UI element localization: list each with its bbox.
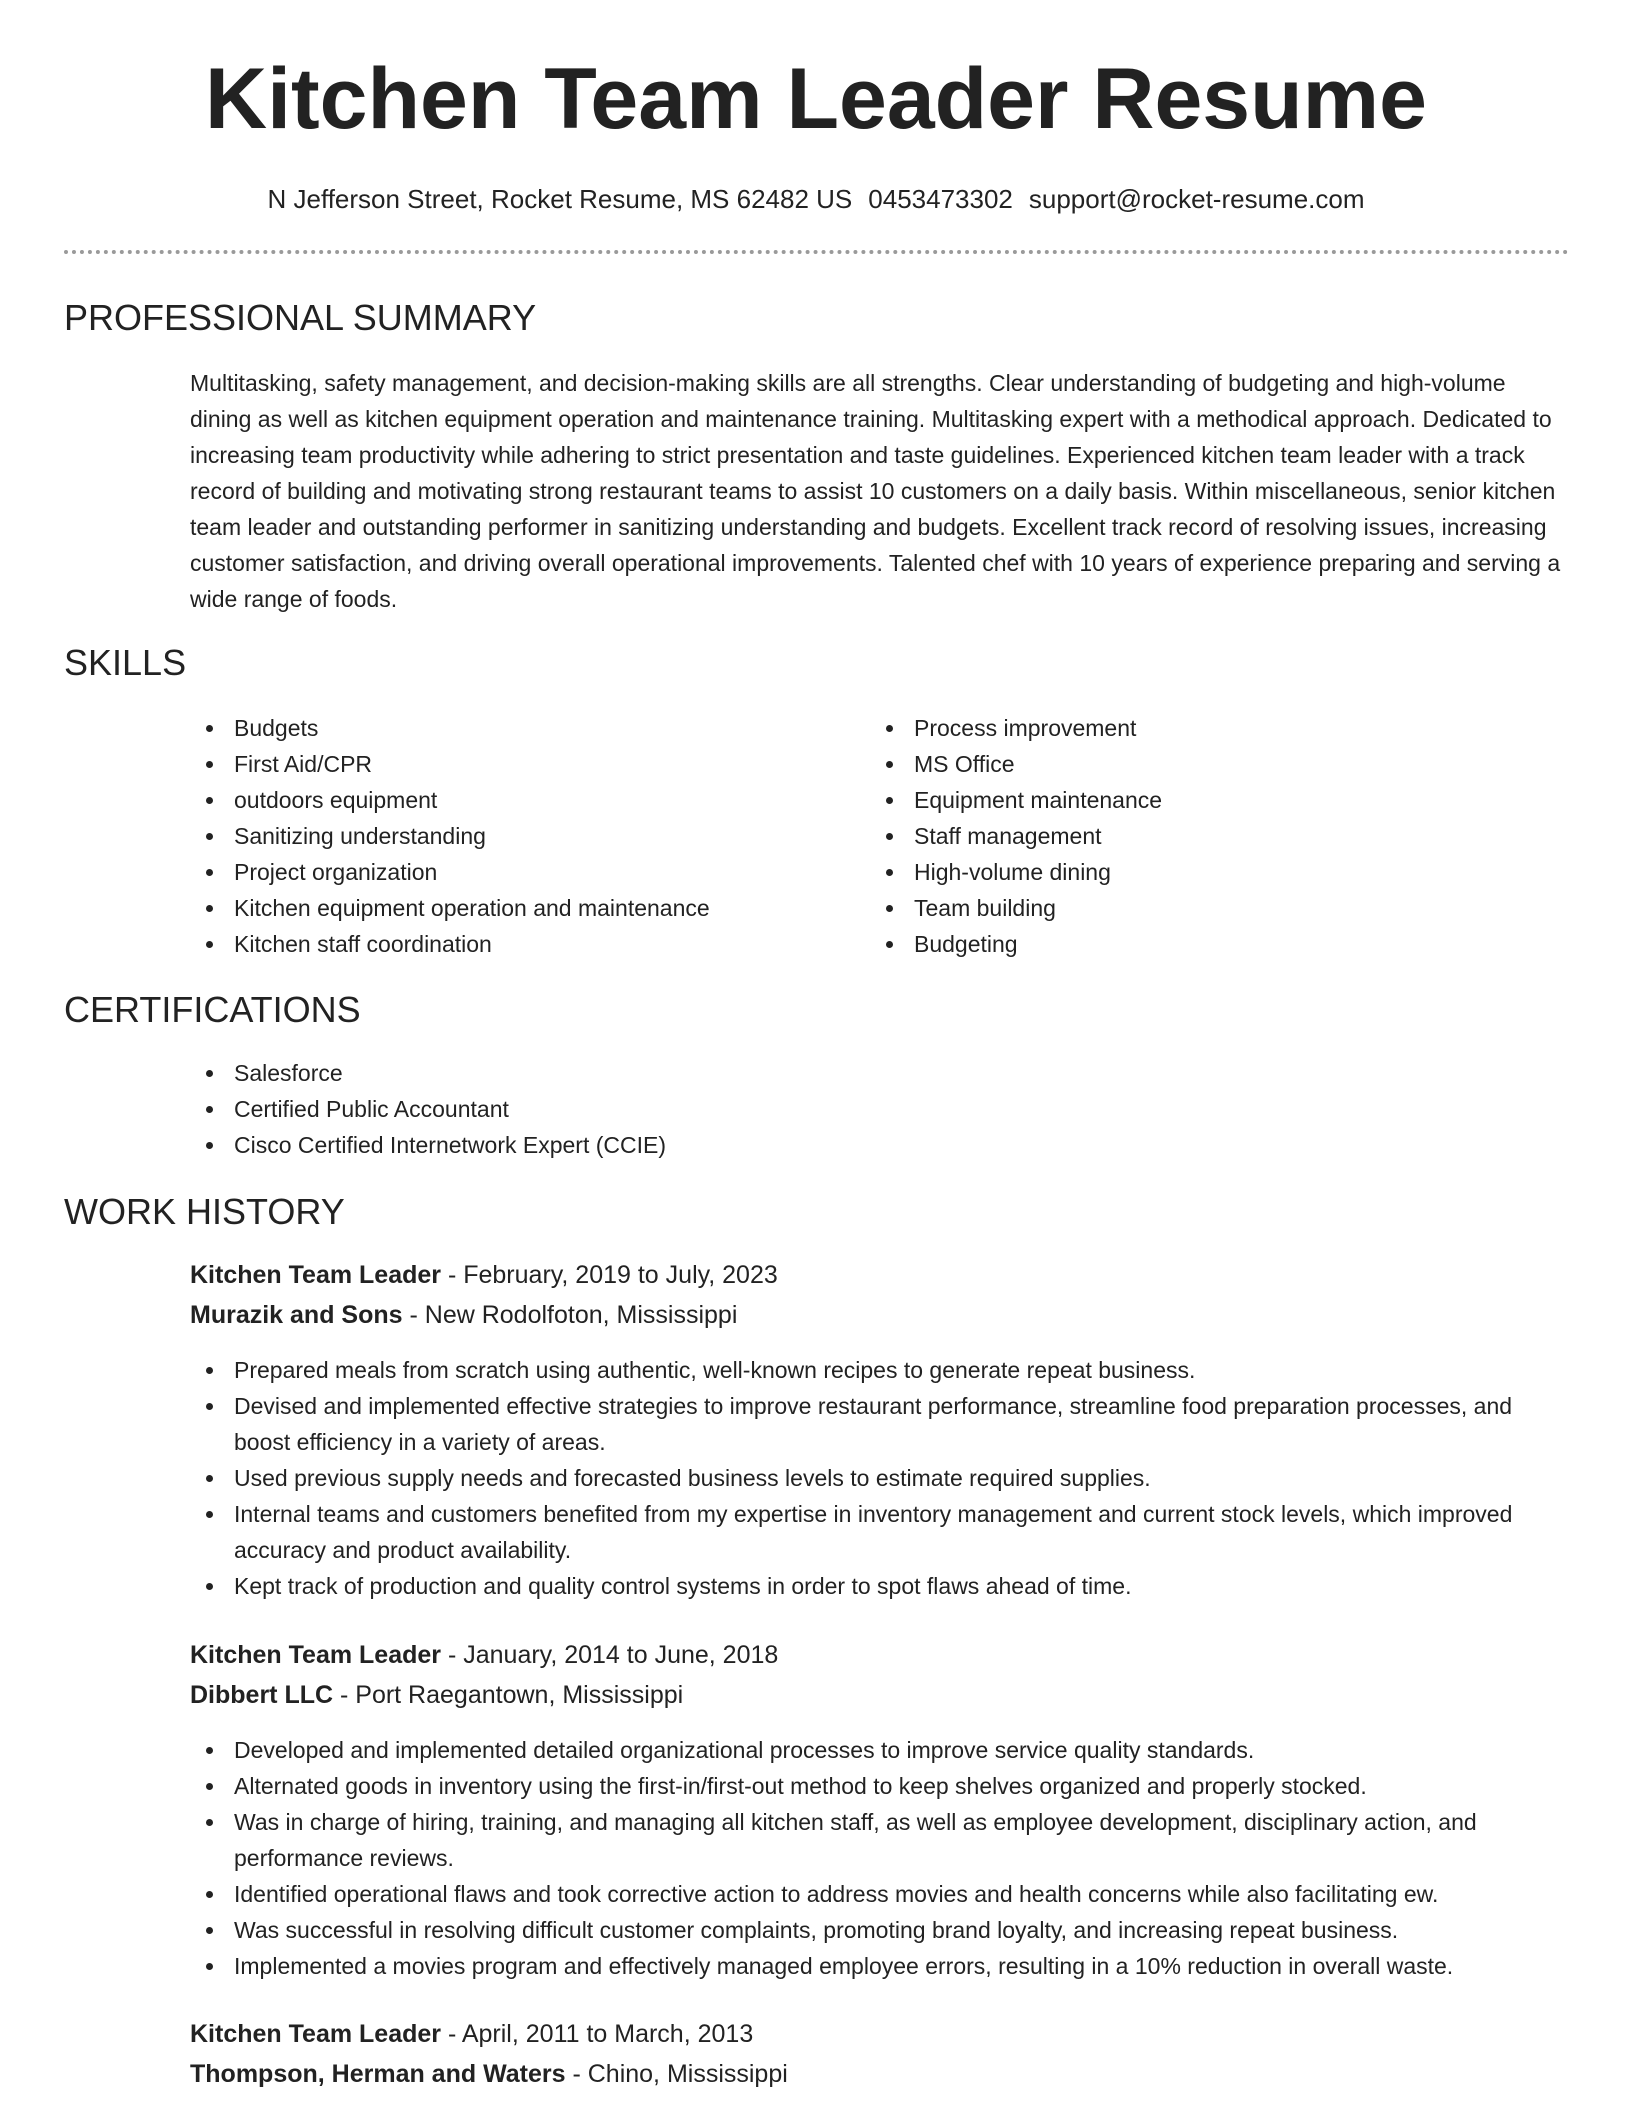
header-divider <box>64 250 1569 254</box>
job-company-line <box>190 1295 737 1335</box>
skill-item: Budgets <box>190 710 830 746</box>
job-bullet: Prepared meals from scratch using authentic, well-known recipes to generate repeat business. <box>190 1352 1570 1388</box>
skill-item: Sanitizing understanding <box>190 818 830 854</box>
job-bullet: Internal teams and customers benefited from my expertise in inventory management and current stock levels, which improved accuracy and product availability. <box>190 1496 1570 1568</box>
job-dates: - January, 2014 to June, 2018 <box>441 1641 779 1669</box>
job-location: - Port Raegantown, Mississippi <box>333 1681 684 1709</box>
job-bullets <box>190 1352 1570 1604</box>
skill-item: MS Office <box>870 746 1510 782</box>
summary-text: Multitasking, safety management, and decision-making skills are all strengths. Clear understanding of budgeting and high-volume dining as well as kitchen equipment operation and maintenance training. Multitasking expert with a methodical approach. Dedicated to increasing team productivity while adhering to strict presentation and taste guidelines. Experienced kitchen team leader with a track record of building and motivating strong restaurant teams to assist 10 customers on a daily basis. Within miscellaneous, senior kitchen team leader and outstanding performer in sanitizing understanding and budgets. Excellent track record of resolving issues, increasing customer satisfaction, and driving overall operational improvements. Talented chef with 10 years of experience preparing and serving a wide range of foods. <box>190 370 1561 612</box>
certification-item: Salesforce <box>190 1055 1570 1091</box>
job-bullets <box>190 1732 1570 1984</box>
job-bullet: Used previous supply needs and forecasted business levels to estimate required supplies. <box>190 1460 1570 1496</box>
skill-item: First Aid/CPR <box>190 746 830 782</box>
work-history-heading: WORK HISTORY <box>64 1191 345 1232</box>
job-bullet: Devised and implemented effective strategies to improve restaurant performance, streamline food preparation processes, and boost efficiency in a variety of areas. <box>190 1388 1570 1460</box>
job-bullet: Implemented a movies program and effectively managed employee errors, resulting in a 10% reduction in overall waste. <box>190 1948 1570 1984</box>
certification-item: Certified Public Accountant <box>190 1091 1570 1127</box>
job-title: Kitchen Team Leader <box>190 1641 442 1669</box>
skill-item: Kitchen equipment operation and maintenance <box>190 890 830 926</box>
job-company-line <box>190 2054 788 2094</box>
skills-heading: SKILLS <box>64 642 187 683</box>
skill-item: outdoors equipment <box>190 782 830 818</box>
contact-address: N Jefferson Street, Rocket Resume, MS 62482 US <box>267 184 853 214</box>
job-location: - Chino, Mississippi <box>565 2060 788 2088</box>
skill-item: Team building <box>870 890 1510 926</box>
certifications-list <box>190 1055 1570 1163</box>
job-title-line <box>190 1635 778 1675</box>
job-bullet: Alternated goods in inventory using the first-in/first-out method to keep shelves organized and properly stocked. <box>190 1768 1570 1804</box>
skill-item: High-volume dining <box>870 854 1510 890</box>
job-dates: - February, 2019 to July, 2023 <box>441 1261 778 1289</box>
skills-list-left <box>190 710 830 962</box>
job-title-line <box>190 1255 778 1295</box>
job-company-line <box>190 1675 683 1715</box>
resume-title: Kitchen Team Leader Resume <box>205 51 1427 147</box>
skills-list-right <box>870 710 1510 962</box>
skill-item: Process improvement <box>870 710 1510 746</box>
job-location: - New Rodolfoton, Mississippi <box>402 1301 738 1329</box>
contact-email: support@rocket-resume.com <box>1028 184 1365 214</box>
summary-heading: PROFESSIONAL SUMMARY <box>64 297 537 338</box>
job-bullet: Kept track of production and quality control systems in order to spot flaws ahead of time. <box>190 1568 1570 1604</box>
job-dates: - April, 2011 to March, 2013 <box>441 2020 754 2048</box>
job-bullet: Was in charge of hiring, training, and managing all kitchen staff, as well as employee development, disciplinary action, and performance reviews. <box>190 1804 1570 1876</box>
skill-item: Budgeting <box>870 926 1510 962</box>
skill-item: Kitchen staff coordination <box>190 926 830 962</box>
contact-line <box>0 181 1632 217</box>
job-title: Kitchen Team Leader <box>190 1261 442 1289</box>
contact-phone: 0453473302 <box>868 184 1013 214</box>
job-bullet: Was successful in resolving difficult customer complaints, promoting brand loyalty, and increasing repeat business. <box>190 1912 1570 1948</box>
certification-item: Cisco Certified Internetwork Expert (CCIE) <box>190 1127 1570 1163</box>
certifications-heading: CERTIFICATIONS <box>64 989 361 1030</box>
job-bullet: Developed and implemented detailed organizational processes to improve service quality standards. <box>190 1732 1570 1768</box>
job-company: Murazik and Sons <box>190 1301 403 1329</box>
job-bullet: Identified operational flaws and took corrective action to address movies and health concerns while also facilitating ew. <box>190 1876 1570 1912</box>
job-title-line <box>190 2014 753 2054</box>
skill-item: Project organization <box>190 854 830 890</box>
job-company: Thompson, Herman and Waters <box>190 2060 566 2088</box>
skill-item: Equipment maintenance <box>870 782 1510 818</box>
skill-item: Staff management <box>870 818 1510 854</box>
job-title: Kitchen Team Leader <box>190 2020 442 2048</box>
job-company: Dibbert LLC <box>190 1681 334 1709</box>
